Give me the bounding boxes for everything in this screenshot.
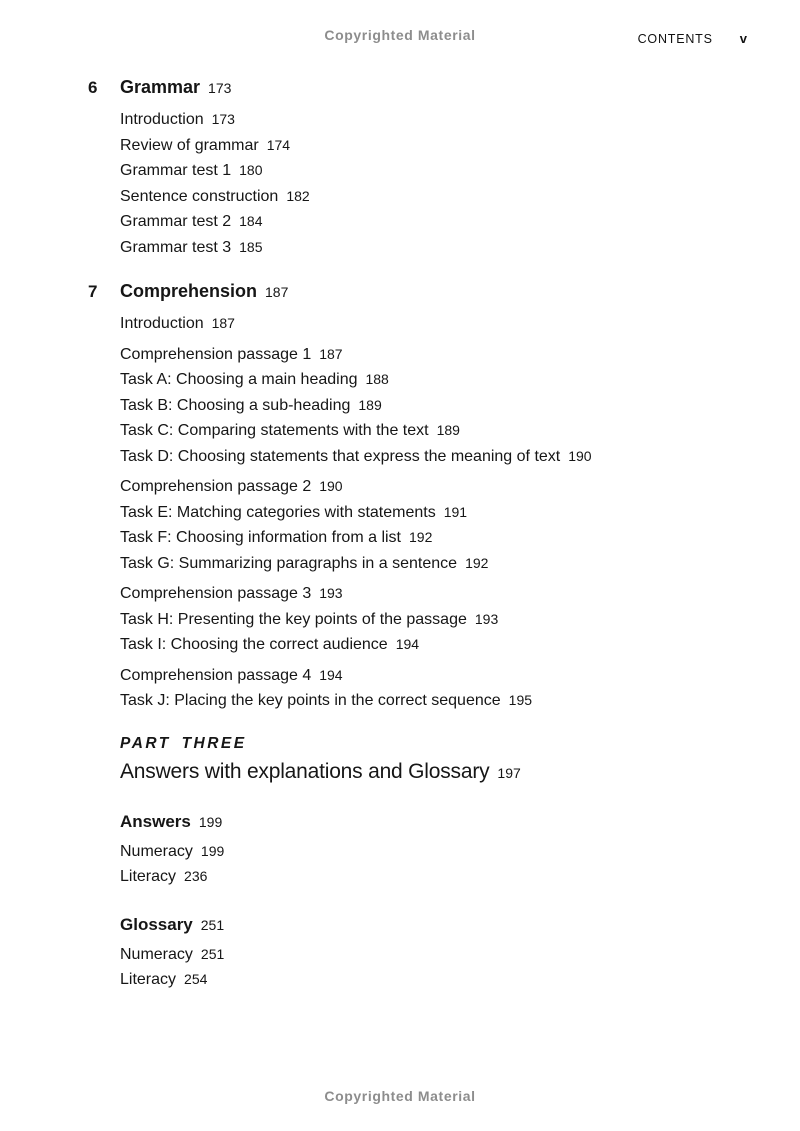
copyright-watermark-bottom: Copyrighted Material [324,1088,476,1104]
toc-entry-page: 185 [239,238,263,255]
toc-entry-page: 195 [508,692,533,708]
toc-entry-page: 192 [465,554,489,571]
toc-entry-label: Comprehension passage 1 [120,345,312,363]
toc-entry-label: Grammar test 2 [120,213,232,230]
toc-entry [120,311,764,337]
toc-entry-label: Task C: Comparing statements with the text [120,422,429,439]
chapter-heading [88,74,764,101]
toc-content [88,74,764,993]
toc-entry-page: 174 [266,136,291,153]
toc-entry [120,209,764,235]
section-heading [120,809,764,835]
section-title: Glossary [120,914,193,934]
chapter-comprehension [88,278,764,714]
toc-entry-page: 254 [184,971,208,987]
toc-entry-label: Task I: Choosing the correct audience [120,636,388,653]
page-folio: v [739,31,747,46]
toc-group [120,342,764,470]
toc-entry-page: 194 [319,666,343,683]
toc-entry [120,663,764,689]
toc-entry-page: 182 [286,187,310,204]
toc-entry [120,500,764,526]
toc-entry [120,942,764,968]
toc-group [120,581,764,658]
toc-entry-label: Task H: Presenting the key points of the passage [120,610,467,628]
chapter-grammar [88,74,764,260]
toc-entry [120,632,764,658]
chapter-heading [88,278,764,305]
toc-entry-label: Literacy [120,971,177,988]
toc-entry-page: 189 [358,396,382,413]
toc-group [120,663,764,714]
chapter-title: Grammar [120,77,201,97]
toc-entry-label: Task G: Summarizing paragraphs in a sentence [120,554,458,572]
toc-entry-label: Grammar test 3 [120,238,232,256]
toc-entry-label: Introduction [120,111,204,128]
toc-entry [120,418,764,444]
section-answers [120,809,764,890]
toc-entry [120,107,764,133]
toc-entry-label: Task E: Matching categories with statements [120,503,436,521]
toc-entry [120,158,764,184]
toc-entry [120,367,764,393]
toc-entry [120,133,764,159]
toc-entry-page: 187 [211,315,235,331]
toc-entry-page: 190 [568,447,592,464]
toc-entry [120,184,764,210]
toc-entry-page: 192 [409,529,433,545]
toc-entry [120,393,764,419]
toc-entry [120,607,764,633]
toc-entry-label: Grammar test 1 [120,162,232,179]
toc-entry-label: Sentence construction [120,187,279,205]
toc-entry-page: 189 [436,422,460,438]
toc-entry [120,235,764,261]
toc-entry [120,688,764,714]
part-title: Answers with explanations and Glossary [120,759,490,783]
toc-entry-label: Review of grammar [120,136,259,154]
running-head [638,31,747,46]
part-title-row [120,756,764,789]
toc-entry-label: Task D: Choosing statements that express the meaning of text [120,447,561,465]
section-title: Answers [120,811,191,831]
toc-entry-page: 187 [319,345,343,362]
chapter-title: Comprehension [120,281,258,301]
part-three-block [120,732,764,789]
toc-entry-label: Task F: Choosing information from a list [120,529,401,546]
part-page: 197 [497,764,521,781]
toc-group [120,474,764,576]
toc-entry-page: 193 [474,610,499,627]
toc-entry-page: 236 [184,868,208,884]
toc-group [120,311,764,337]
chapter-page: 187 [265,284,289,300]
toc-entry-label: Task A: Choosing a main heading [120,371,358,388]
toc-entry-label: Numeracy [120,842,193,860]
section-page: 199 [198,813,223,830]
toc-entry [120,474,764,500]
toc-entry [120,967,764,993]
part-label: PART THREE [120,734,247,752]
toc-entry [120,525,764,551]
section-page: 251 [200,916,225,933]
toc-entry [120,444,764,470]
toc-entry [120,864,764,890]
section-heading [120,912,764,938]
toc-entry-label: Comprehension passage 3 [120,585,312,602]
toc-entry-label: Task B: Choosing a sub-heading [120,396,351,414]
toc-entry-label: Introduction [120,315,204,332]
toc-entry-page: 173 [211,111,235,127]
toc-entry-label: Comprehension passage 2 [120,478,312,495]
toc-entry [120,839,764,865]
toc-entry-page: 194 [395,636,420,652]
toc-entry-page: 184 [239,213,263,229]
toc-entry-label: Numeracy [120,945,193,963]
chapter-number: 6 [88,78,98,97]
toc-entry-label: Comprehension passage 4 [120,666,312,684]
running-head-title: CONTENTS [637,32,713,46]
toc-entry-page: 251 [200,945,225,962]
toc-entry-page: 193 [319,585,343,601]
chapter-number: 7 [88,282,98,301]
toc-entry [120,581,764,607]
toc-group [120,107,764,260]
toc-entry-label: Literacy [120,868,177,885]
toc-entry [120,551,764,577]
chapter-page: 173 [208,80,232,96]
toc-entry-label: Task J: Placing the key points in the correct sequence [120,692,501,709]
copyright-watermark-top: Copyrighted Material [324,27,476,43]
toc-entry-page: 199 [200,842,225,859]
toc-entry-page: 190 [319,478,343,494]
section-glossary [120,912,764,993]
toc-entry [120,342,764,368]
toc-entry-page: 191 [443,503,468,520]
toc-entry-page: 188 [365,371,389,387]
toc-entry-page: 180 [239,162,263,178]
